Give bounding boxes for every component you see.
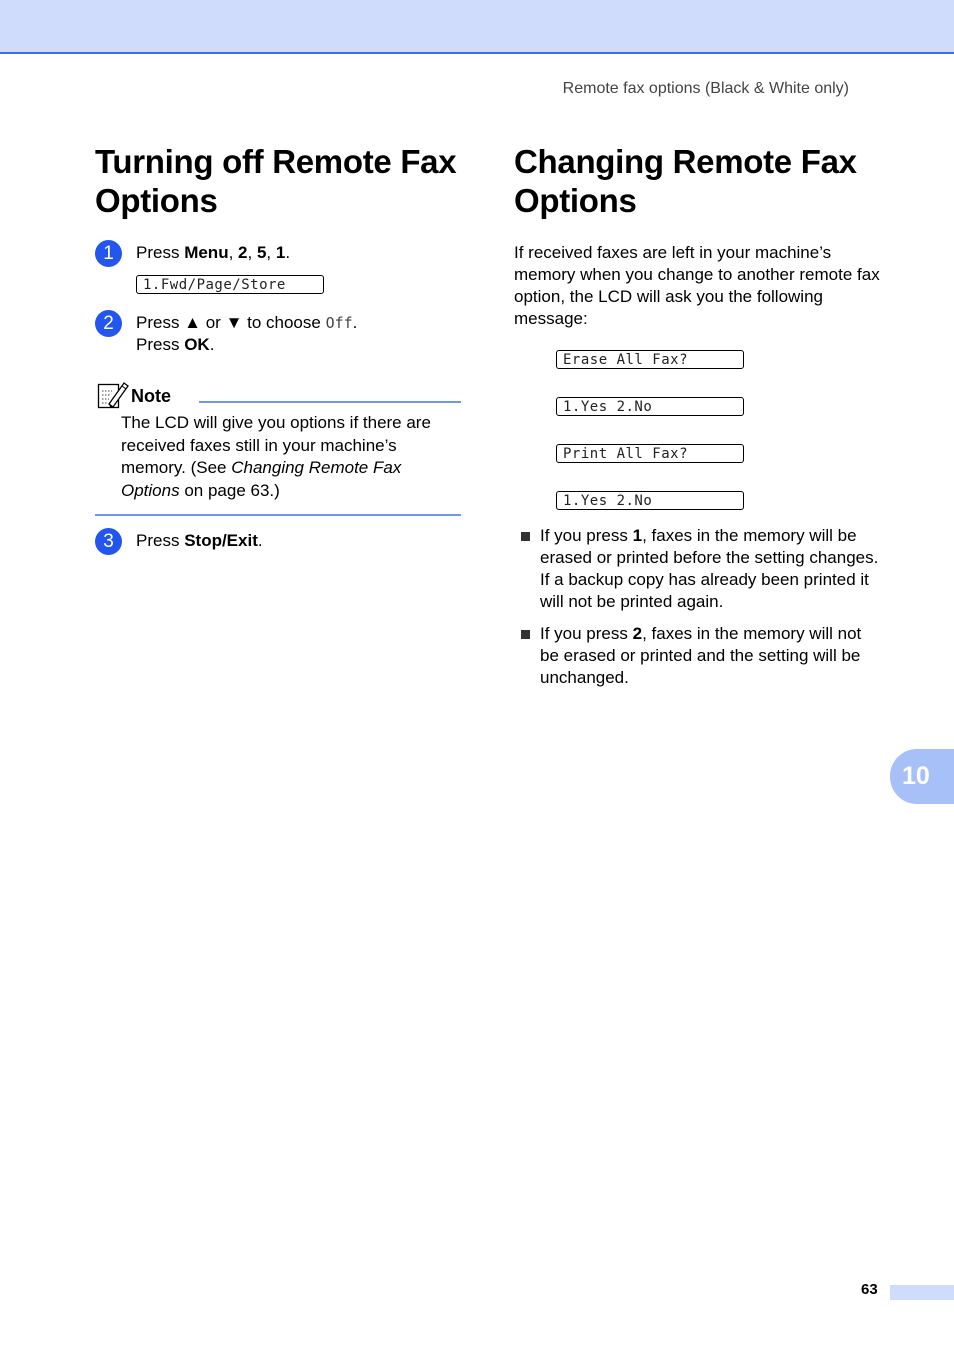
right-column (514, 142, 884, 689)
lcd-display: Erase All Fax? (556, 350, 744, 369)
lcd-display: 1.Yes 2.No (556, 491, 744, 510)
note-box (95, 382, 461, 516)
key-5: 5 (256, 243, 267, 262)
note-divider-top (199, 401, 461, 403)
section-title-turning-off: Turning off Remote Fax Options (95, 143, 457, 219)
chapter-tab: 10 (890, 749, 954, 804)
step-number-badge: 2 (95, 310, 122, 337)
key-stop-exit: Stop/Exit (184, 531, 258, 550)
bullet-item-press-2: If you press 2, faxes in the memory will not be erased or printed and the setting will be unchanged. (514, 623, 884, 689)
bullet-square-icon (521, 532, 530, 541)
bullet-item-press-1: If you press 1, faxes in the memory will be erased or printed before the setting changes. If a backup copy has already been printed it will not be printed again. (514, 525, 884, 613)
step-3 (95, 530, 461, 552)
step-1-text: Press Menu, 2, 5, 1. (136, 243, 291, 262)
step-2-line-2: Press OK. (136, 335, 215, 354)
intro-paragraph: If received faxes are left in your machine’s memory when you change to another remote fax option, the LCD will ask you the following message: (514, 243, 880, 328)
section-title-changing: Changing Remote Fax Options (514, 143, 857, 219)
page-footer-bar (890, 1285, 954, 1300)
note-header (95, 382, 461, 412)
page-number: 63 (861, 1281, 878, 1298)
step-1 (95, 242, 461, 295)
lcd-display: Print All Fax? (556, 444, 744, 463)
step-number-badge: 1 (95, 240, 122, 267)
note-title: Note (131, 386, 171, 406)
cross-reference-link[interactable]: Changing Remote Fax Options (121, 458, 402, 500)
lcd-option-code: Off (325, 314, 353, 332)
step-number-badge: 3 (95, 528, 122, 555)
top-header-band (0, 0, 954, 54)
step-2 (95, 312, 461, 356)
note-divider-bottom (95, 514, 461, 516)
key-menu: Menu (184, 243, 229, 262)
note-pencil-icon (97, 380, 129, 415)
step-2-text: Press ▲ or ▼ to choose Off. (136, 313, 358, 332)
step-3-text: Press Stop/Exit. (136, 531, 263, 550)
running-header: Remote fax options (Black & White only) (562, 80, 849, 97)
note-body: The LCD will give you options if there are received faxes still in your machine’s memory. (See Changing Remote Fax Options on page 63.) (121, 413, 431, 500)
bullet-square-icon (521, 630, 530, 639)
key-2: 2 (238, 243, 248, 262)
left-column (95, 142, 461, 552)
key-ok: OK (184, 335, 210, 354)
lcd-display: 1.Fwd/Page/Store (136, 275, 324, 294)
lcd-display: 1.Yes 2.No (556, 397, 744, 416)
lcd-sequence (514, 350, 884, 510)
key-1: 1 (275, 243, 286, 262)
